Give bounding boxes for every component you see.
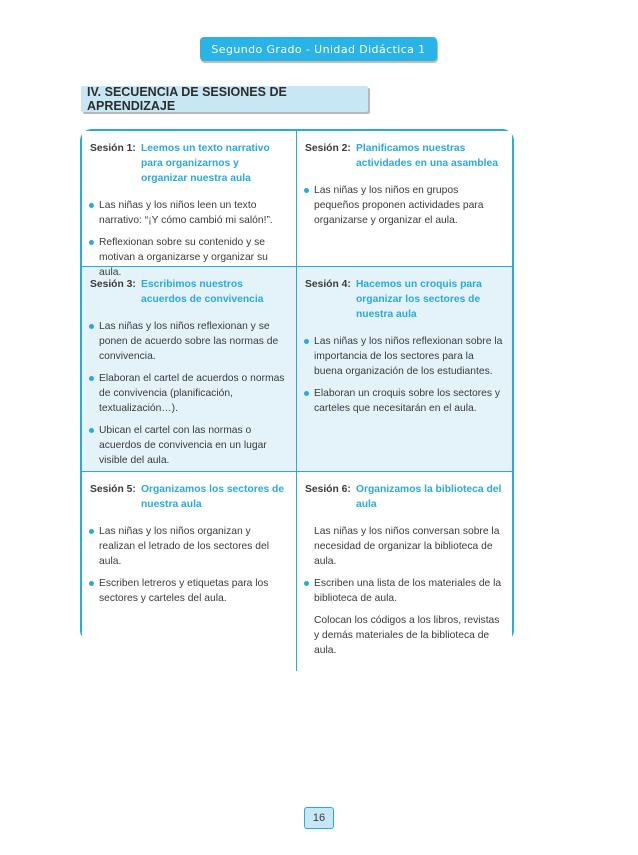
session-activity-list: [90, 319, 288, 468]
bullet-dot-icon: [89, 203, 94, 208]
session-activity-list: [90, 524, 288, 606]
session-cell: [297, 131, 512, 267]
bullet-dot-icon: [89, 324, 94, 329]
list-item: [305, 613, 504, 658]
list-item-text: Las niñas y los niños reflexionan sobre la importancia de los sectores para la buena organización de los estudiantes.: [314, 336, 503, 377]
list-item-text: Reflexionan sobre su contenido y se motivan a organizarse y organizar su aula.: [99, 237, 268, 278]
page-number: [304, 807, 334, 829]
session-header: [90, 277, 288, 307]
bullet-dot-icon: [304, 188, 309, 193]
list-item: [90, 198, 288, 228]
list-item-text: Las niñas y los niños organizan y realizan el letrado de los sectores del aula.: [99, 526, 269, 567]
section-title: [81, 86, 368, 112]
list-item: [305, 334, 504, 379]
session-label: Sesión 5:: [90, 484, 136, 495]
section-title-text: IV. SECUENCIA DE SESIONES DE APRENDIZAJE: [87, 85, 287, 113]
bullet-dot-icon: [89, 240, 94, 245]
list-item: [305, 183, 504, 228]
bullet-dot-icon: [304, 339, 309, 344]
list-item-text: Escriben letreros y etiquetas para los sectores y carteles del aula.: [99, 578, 269, 604]
session-header: [90, 141, 288, 186]
list-item-text: Las niñas y los niños leen un texto narrativo: “¡Y cómo cambió mi salón!”.: [99, 200, 273, 226]
session-header: [90, 482, 288, 512]
list-item-text: Las niñas y los niños reflexionan y se ponen de acuerdo sobre las normas de convivencia.: [99, 321, 279, 362]
list-item: [90, 319, 288, 364]
session-title: Organizamos los sectores de nuestra aula: [141, 484, 285, 510]
session-label: Sesión 6:: [305, 484, 351, 495]
session-header: [305, 482, 504, 512]
session-label: Sesión 1:: [90, 143, 136, 154]
session-cell: [82, 267, 297, 472]
list-item-text: Las niñas y los niños en grupos pequeños proponen actividades para organizarse y organizar el aula.: [314, 185, 484, 226]
list-item-text: Ubican el cartel con las normas o acuerdos de convivencia en un lugar visible del aula.: [99, 425, 267, 466]
list-item-text: Colocan los códigos a los libros, revistas y demás materiales de la biblioteca de aula.: [314, 615, 500, 656]
bullet-dot-icon: [89, 428, 94, 433]
unit-header-badge: [200, 37, 437, 61]
list-item: [305, 524, 504, 569]
session-header: [305, 141, 504, 171]
list-item: [90, 524, 288, 569]
session-label: Sesión 4:: [305, 279, 351, 290]
page-number-text: 16: [312, 812, 326, 824]
session-activity-list: [90, 198, 288, 280]
session-cell: [297, 267, 512, 472]
bullet-dot-icon: [89, 376, 94, 381]
session-cell: [297, 472, 512, 671]
sessions-grid: [80, 129, 514, 656]
session-cell: [82, 131, 297, 278]
bullet-dot-icon: [304, 391, 309, 396]
list-item-text: Las niñas y los niños conversan sobre la necesidad de organizar la biblioteca de aula.: [314, 526, 500, 567]
session-title: Hacemos un croquis para organizar los sectores de nuestra aula: [356, 279, 482, 320]
list-item: [305, 576, 504, 606]
session-title: Escribimos nuestros acuerdos de convivencia: [141, 279, 264, 305]
list-item: [90, 235, 288, 280]
session-title: Organizamos la biblioteca del aula: [356, 484, 502, 510]
session-label: Sesión 3:: [90, 279, 136, 290]
unit-header-label: Segundo Grado - Unidad Didáctica 1: [211, 42, 426, 56]
bullet-dot-icon: [304, 581, 309, 586]
session-activity-list: [305, 183, 504, 228]
list-item: [90, 576, 288, 606]
list-item-text: Escriben una lista de los materiales de la biblioteca de aula.: [314, 578, 502, 604]
list-item-text: Elaboran un croquis sobre los sectores y carteles que necesitarán en el aula.: [314, 388, 501, 414]
bullet-dot-icon: [89, 581, 94, 586]
list-item: [90, 371, 288, 416]
session-cell: [82, 472, 297, 671]
session-title: Leemos un texto narrativo para organizarnos y organizar nuestra aula: [141, 143, 270, 184]
session-header: [305, 277, 504, 322]
bullet-dot-icon: [89, 529, 94, 534]
session-activity-list: [305, 334, 504, 416]
session-label: Sesión 2:: [305, 143, 351, 154]
list-item-text: Elaboran el cartel de acuerdos o normas de convivencia (planificación, textualización…).: [99, 373, 285, 414]
list-item: [90, 423, 288, 468]
session-activity-list: [305, 524, 504, 658]
session-title: Planificamos nuestras actividades en una asamblea: [356, 143, 498, 169]
list-item: [305, 386, 504, 416]
